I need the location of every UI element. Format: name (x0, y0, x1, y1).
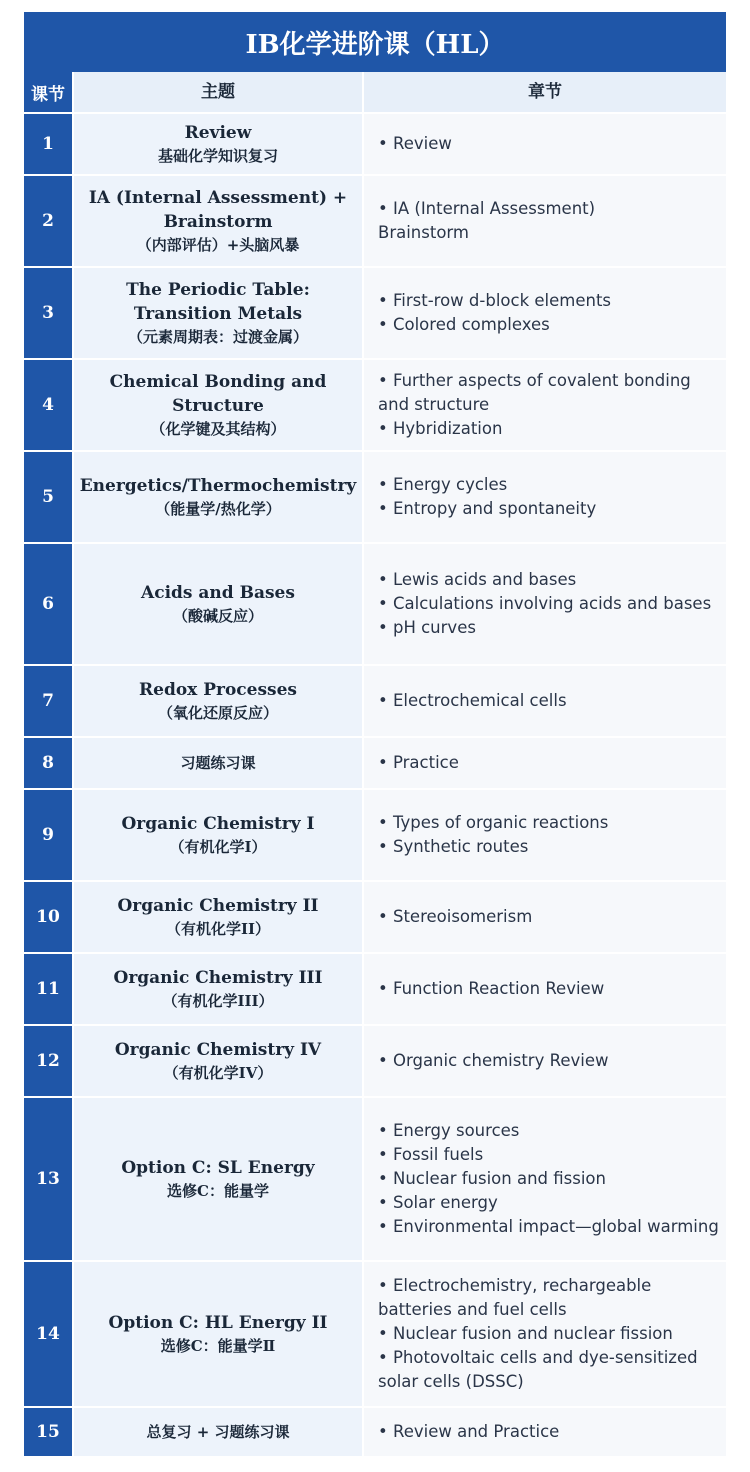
topic-english: Review (184, 123, 252, 143)
topic-chinese: 选修C：能量学Ⅱ (160, 1337, 276, 1355)
table-grid (24, 72, 726, 1458)
topic-english: Organic Chemistry IV (114, 1040, 322, 1060)
chapter-item: • Function Reaction Review (378, 977, 720, 1001)
lesson-chapters (364, 790, 726, 882)
topic-chinese: （元素周期表：过渡金属） (127, 328, 308, 346)
topic-english: The Periodic Table: Transition Metals (126, 280, 310, 324)
topic-english: Redox Processes (139, 680, 297, 700)
chapter-item: • Electrochemistry, rechargeable batteries and fuel cells (378, 1274, 720, 1322)
lesson-topic (74, 1408, 364, 1458)
topic-chinese: （有机化学I） (169, 838, 267, 856)
chapter-item: • pH curves (378, 616, 720, 640)
chapter-item: • Nuclear fusion and nuclear fission (378, 1322, 720, 1346)
topic-english: Organic Chemistry III (113, 968, 323, 988)
lesson-number: 3 (24, 268, 74, 360)
chapter-item: • Nuclear fusion and fission (378, 1167, 720, 1191)
lesson-number: 15 (24, 1408, 74, 1458)
lesson-chapters (364, 1098, 726, 1262)
lesson-number: 11 (24, 954, 74, 1026)
lesson-topic (74, 1262, 364, 1408)
table-title: IB化学进阶课（HL） (24, 12, 726, 72)
topic-chinese: （有机化学II） (165, 920, 271, 938)
lesson-chapters (364, 882, 726, 954)
header-chapter: 章节 (364, 72, 726, 114)
lesson-number: 5 (24, 452, 74, 544)
lesson-chapters (364, 738, 726, 790)
lesson-topic (74, 452, 364, 544)
lesson-topic (74, 882, 364, 954)
topic-chinese: （能量学/热化学） (155, 500, 281, 518)
lesson-chapters (364, 1026, 726, 1098)
topic-chinese: （酸碱反应） (172, 607, 263, 625)
topic-chinese: （化学键及其结构） (150, 420, 286, 438)
lesson-topic (74, 666, 364, 738)
topic-english: Energetics/Thermochemistry (79, 476, 357, 496)
chapter-item: • Solar energy (378, 1191, 720, 1215)
chapter-item: • Environmental impact—global warming (378, 1215, 720, 1239)
lesson-topic (74, 176, 364, 268)
lesson-chapters (364, 1408, 726, 1458)
topic-chinese: （内部评估）+头脑风暴 (136, 236, 300, 254)
lesson-chapters (364, 544, 726, 666)
chapter-item: • Types of organic reactions (378, 811, 720, 835)
chapter-item: • Fossil fuels (378, 1143, 720, 1167)
lesson-topic (74, 1026, 364, 1098)
chapter-item: Brainstorm (378, 223, 469, 242)
topic-english: Acids and Bases (141, 583, 295, 603)
topic-chinese: 选修C：能量学 (167, 1182, 269, 1200)
chapter-item: • Electrochemical cells (378, 689, 720, 713)
lesson-topic (74, 954, 364, 1026)
chapter-item: • Practice (378, 751, 720, 775)
topic-chinese: 基础化学知识复习 (157, 147, 278, 165)
chapter-item: • Calculations involving acids and bases (378, 592, 720, 616)
lesson-chapters (364, 954, 726, 1026)
topic-chinese: （有机化学III） (162, 992, 274, 1010)
lesson-topic (74, 738, 364, 790)
lesson-chapters (364, 666, 726, 738)
chapter-item: • Entropy and spontaneity (378, 497, 720, 521)
lesson-number: 13 (24, 1098, 74, 1262)
lesson-chapters (364, 360, 726, 452)
chapter-item: • Energy sources (378, 1119, 720, 1143)
lesson-chapters (364, 114, 726, 176)
chapter-item: • Organic chemistry Review (378, 1049, 720, 1073)
topic-english: IA (Internal Assessment) + Brainstorm (88, 188, 348, 232)
chapter-item: • Review and Practice (378, 1420, 720, 1444)
lesson-chapters (364, 1262, 726, 1408)
topic-chinese: （氧化还原反应） (157, 704, 278, 722)
lesson-number: 4 (24, 360, 74, 452)
chapter-item: • IA (Internal Assessment) (378, 197, 720, 221)
topic-english: Organic Chemistry II (117, 896, 319, 916)
topic-english: Option C: HL Energy II (108, 1313, 328, 1333)
chapter-item: • Review (378, 132, 720, 156)
topic-chinese: 总复习 + 习题练习课 (146, 1423, 290, 1441)
lesson-number: 9 (24, 790, 74, 882)
course-table (24, 12, 726, 1458)
topic-chinese: 习题练习课 (180, 754, 256, 772)
chapter-item: • Synthetic routes (378, 835, 720, 859)
lesson-chapters (364, 176, 726, 268)
lesson-number: 2 (24, 176, 74, 268)
chapter-item: • Stereoisomerism (378, 905, 720, 929)
chapter-item: • First-row d-block elements (378, 289, 720, 313)
lesson-chapters (364, 452, 726, 544)
chapter-item: • Further aspects of covalent bonding and structure (378, 369, 720, 417)
lesson-topic (74, 1098, 364, 1262)
lesson-number: 12 (24, 1026, 74, 1098)
chapter-item: • Colored complexes (378, 313, 720, 337)
lesson-number: 14 (24, 1262, 74, 1408)
lesson-number: 8 (24, 738, 74, 790)
topic-english: Option C: SL Energy (121, 1158, 315, 1178)
lesson-chapters (364, 268, 726, 360)
chapter-item: • Photovoltaic cells and dye-sensitized solar cells (DSSC) (378, 1346, 720, 1394)
header-topic: 主题 (74, 72, 364, 114)
lesson-topic (74, 790, 364, 882)
lesson-number: 7 (24, 666, 74, 738)
topic-english: Chemical Bonding and Structure (109, 372, 327, 416)
lesson-number: 6 (24, 544, 74, 666)
topic-english: Organic Chemistry I (121, 814, 315, 834)
lesson-topic (74, 114, 364, 176)
chapter-item: • Energy cycles (378, 473, 720, 497)
lesson-topic (74, 544, 364, 666)
header-lesson: 课节 (24, 72, 74, 114)
lesson-number: 10 (24, 882, 74, 954)
chapter-item: • Lewis acids and bases (378, 568, 720, 592)
lesson-topic (74, 268, 364, 360)
chapter-item: • Hybridization (378, 417, 720, 441)
lesson-topic (74, 360, 364, 452)
lesson-number: 1 (24, 114, 74, 176)
topic-chinese: （有机化学IV） (163, 1064, 273, 1082)
